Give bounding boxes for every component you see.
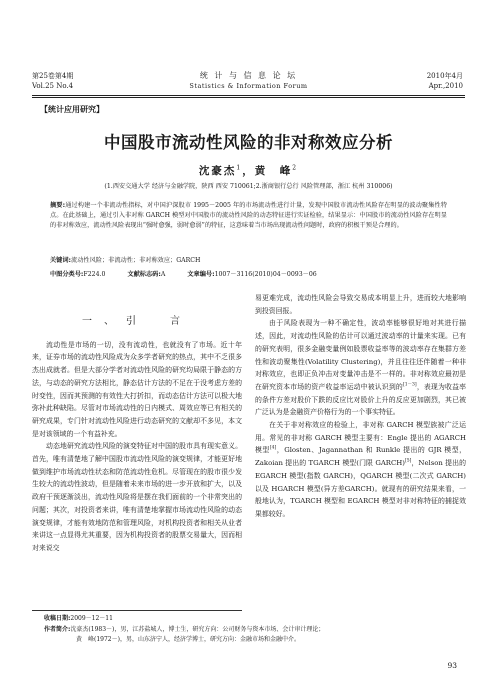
article-id [187,270,316,280]
volume-cn: 第25卷第4期 [32,72,74,80]
issue-date-en: Apr.,2010 [428,82,463,90]
paragraph-text: 在关于非对称效应的检验上，非对称 GARCH 模型族被广泛运用。常见的非对称 GARCH 模型主要有：Engle 提出的 AGARCH 模型 [255,421,466,455]
author-bio-2: 黄 峰(1972－)，男，山东济宁人，经济学博士，研究方向：金融市场和金融中介。 [76,636,300,643]
received-value: 2009－12－11 [70,615,113,622]
citation-ref: [1－3] [402,382,417,388]
footnote-rule [32,610,242,611]
intro-heading: 一、引 言 [82,316,192,327]
body-paragraph [255,419,466,521]
author-bio-1 [44,625,465,636]
author-separator: ， [242,165,255,177]
paragraph-text: 由于风险表现为一种不确定性，波动率能够很好地对其进行描述，因此，对流动性风险的估计可以通过波动率的计量来实现。已有的研究表明，很多金融变量例如股票收益率等的波动率存在集群方差性和波动聚集性(Volatility Clustering)，并且往往还伴随着一种非对称效应，也即正负冲击对变量冲击是不一样的。非对称效应最初是在研究资本市场的资产收益率运动中被认识到的 [255,319,466,391]
clc-value: F224.0 [83,271,106,278]
author-1: 沈豪杰 [198,165,237,177]
footnotes [44,614,465,646]
id-label: 文章编号: [187,271,215,278]
right-column [255,292,466,521]
author-1-mark: 1 [236,164,243,172]
clc-number [50,270,105,280]
volume-en: Vol.25 No.4 [32,82,74,90]
author-2-mark: 2 [292,164,299,172]
left-column [32,308,242,555]
abstract-text: 通过构建一个非流动性指标，对中国沪深股市 1995－2005 年的市场流动性进行计量，发现中国股市流动性风险存在明显的波动聚集性特点。在此基础上，通过引入非对称 GARCH 模型对中国股市的流动性风险的动态特征进行实证检验，结果显示：中国股市的流动性风险存在明显的非对称效应，流动性风险表现出“强时愈强，弱时愈弱”的特征，这意味着当市场出现流动性问题时，政府的积极干预是合理的。 [50,202,447,229]
paper-title: 中国股市流动性风险的非对称效应分析 [104,133,393,152]
keywords-label: 关键词: [50,257,72,264]
author-2: 黄 峰 [254,165,293,177]
issue-date-cn: 2010年4月 [426,72,463,80]
affiliation: (1.西安交通大学 经济与金融学院，陕西 西安 710061;2.浙商银行总行 风险管理部，浙江 杭州 310006) [104,183,393,190]
paragraph-text: ，表现为收益率的条件方差对股价下跌的反应比对股价上升的反应更加剧烈，其已被广泛认为是金融资产价格行为的一个事实特征。 [255,382,466,417]
citation-ref: [5] [404,458,412,464]
doc-value: A [160,271,166,278]
paragraph-text: ，Glosten、Jagannathan 和 Runkle 提出的 GJR 模型，Zakoian 提出的 TGARCH 模型(门限 GARCH) [255,446,467,468]
keywords-text: 流动性风险；非流动性；非对称效应；GARCH [71,257,201,264]
body-paragraph [255,317,466,419]
id-value: 1007－3116(2010)04－0093－06 [214,271,317,278]
received-date [44,614,465,625]
journal-name-en: Statistics & Information Forum [189,82,308,90]
paragraph-text: ，Nelson 提出的 EGARCH 模型(指数 GARCH)，QGARCH 模型(二次式 GARCH)以及 HGARCH 模型(异方差GARCH)。就现有的研究结果来看，一般地认为，TGARCH 模型和 EGARCH 模型对非对称特征的捕捉效果都较好。 [255,459,466,518]
journal-name-cn: 统 计 与 信 息 论 坛 [199,71,298,80]
document-code [127,270,165,280]
header-center [0,70,497,92]
clc-label: 中图分类号: [50,271,84,278]
citation-ref: [4] [269,446,277,452]
doc-label: 文献标志码: [127,271,161,278]
page-number: 93 [447,661,457,670]
author-bio-label: 作者简介: [44,625,71,633]
body-paragraph: 流动性是市场的一切，没有流动性，也就没有了市场。近十年来，证券市场的流动性风险成为众多学者研究的热点，其中不乏很多杰出成就者。但是大部分学者对流动性风险的研究均局限于静态的方法，与动态的研究方法相比，静态估计方法的不足在于没考虑方差的时变性，因而其预测的有效性大打折扣，而动态估计方法可以极大地弥补此种缺陷。尽管对市场流动性的日内模式、周效应等已有相关的研究成果，专门针对流动性风险进行动态研究的文献却不多见，本文是对该领域的一个有益补充。 [32,340,242,438]
body-paragraph: 动态地研究流动性风险的演变特征对中国的股市具有现实意义。首先，唯有清楚地了解中国股市流动性风险的演变规律，才能更好地做到维护市场流动性状态和防范流动性危机。尽管现在的股市很少发生较大的流动性波动，但是随着未来市场的进一步开放和扩大，以及政府干预逐渐淡出，流动性风险将是摆在我们面前的一个非常突出的问题；其次，对投资者来讲，唯有清楚地掌握市场流动性风险的动态演变规律，才能有效地防范和管理风险，对机构投资者和相关从业者来讲这一点显得尤其重要，因为机构投资者的股票交易量大，因而相对来说交 [32,442,242,552]
abstract-label: 摘要: [50,202,66,209]
received-label: 收稿日期: [44,615,71,622]
body-paragraph: 易更难完成，流动性风险会导致交易成本明显上升，进而较大地影响到投资回报。 [255,294,466,315]
abstract [50,201,447,231]
author-bio-text: 沈豪杰(1983－)，男，江苏盐城人，博士生，研究方向：公司财务与资本市场、会计审计理论； [70,625,325,633]
classification-line [50,270,457,280]
section-tag: 【统计应用研究】 [40,105,104,114]
header-rule [32,95,465,96]
header-rule-thin [32,97,465,98]
authors [0,163,497,178]
header-right [427,71,463,91]
keywords [50,256,447,266]
